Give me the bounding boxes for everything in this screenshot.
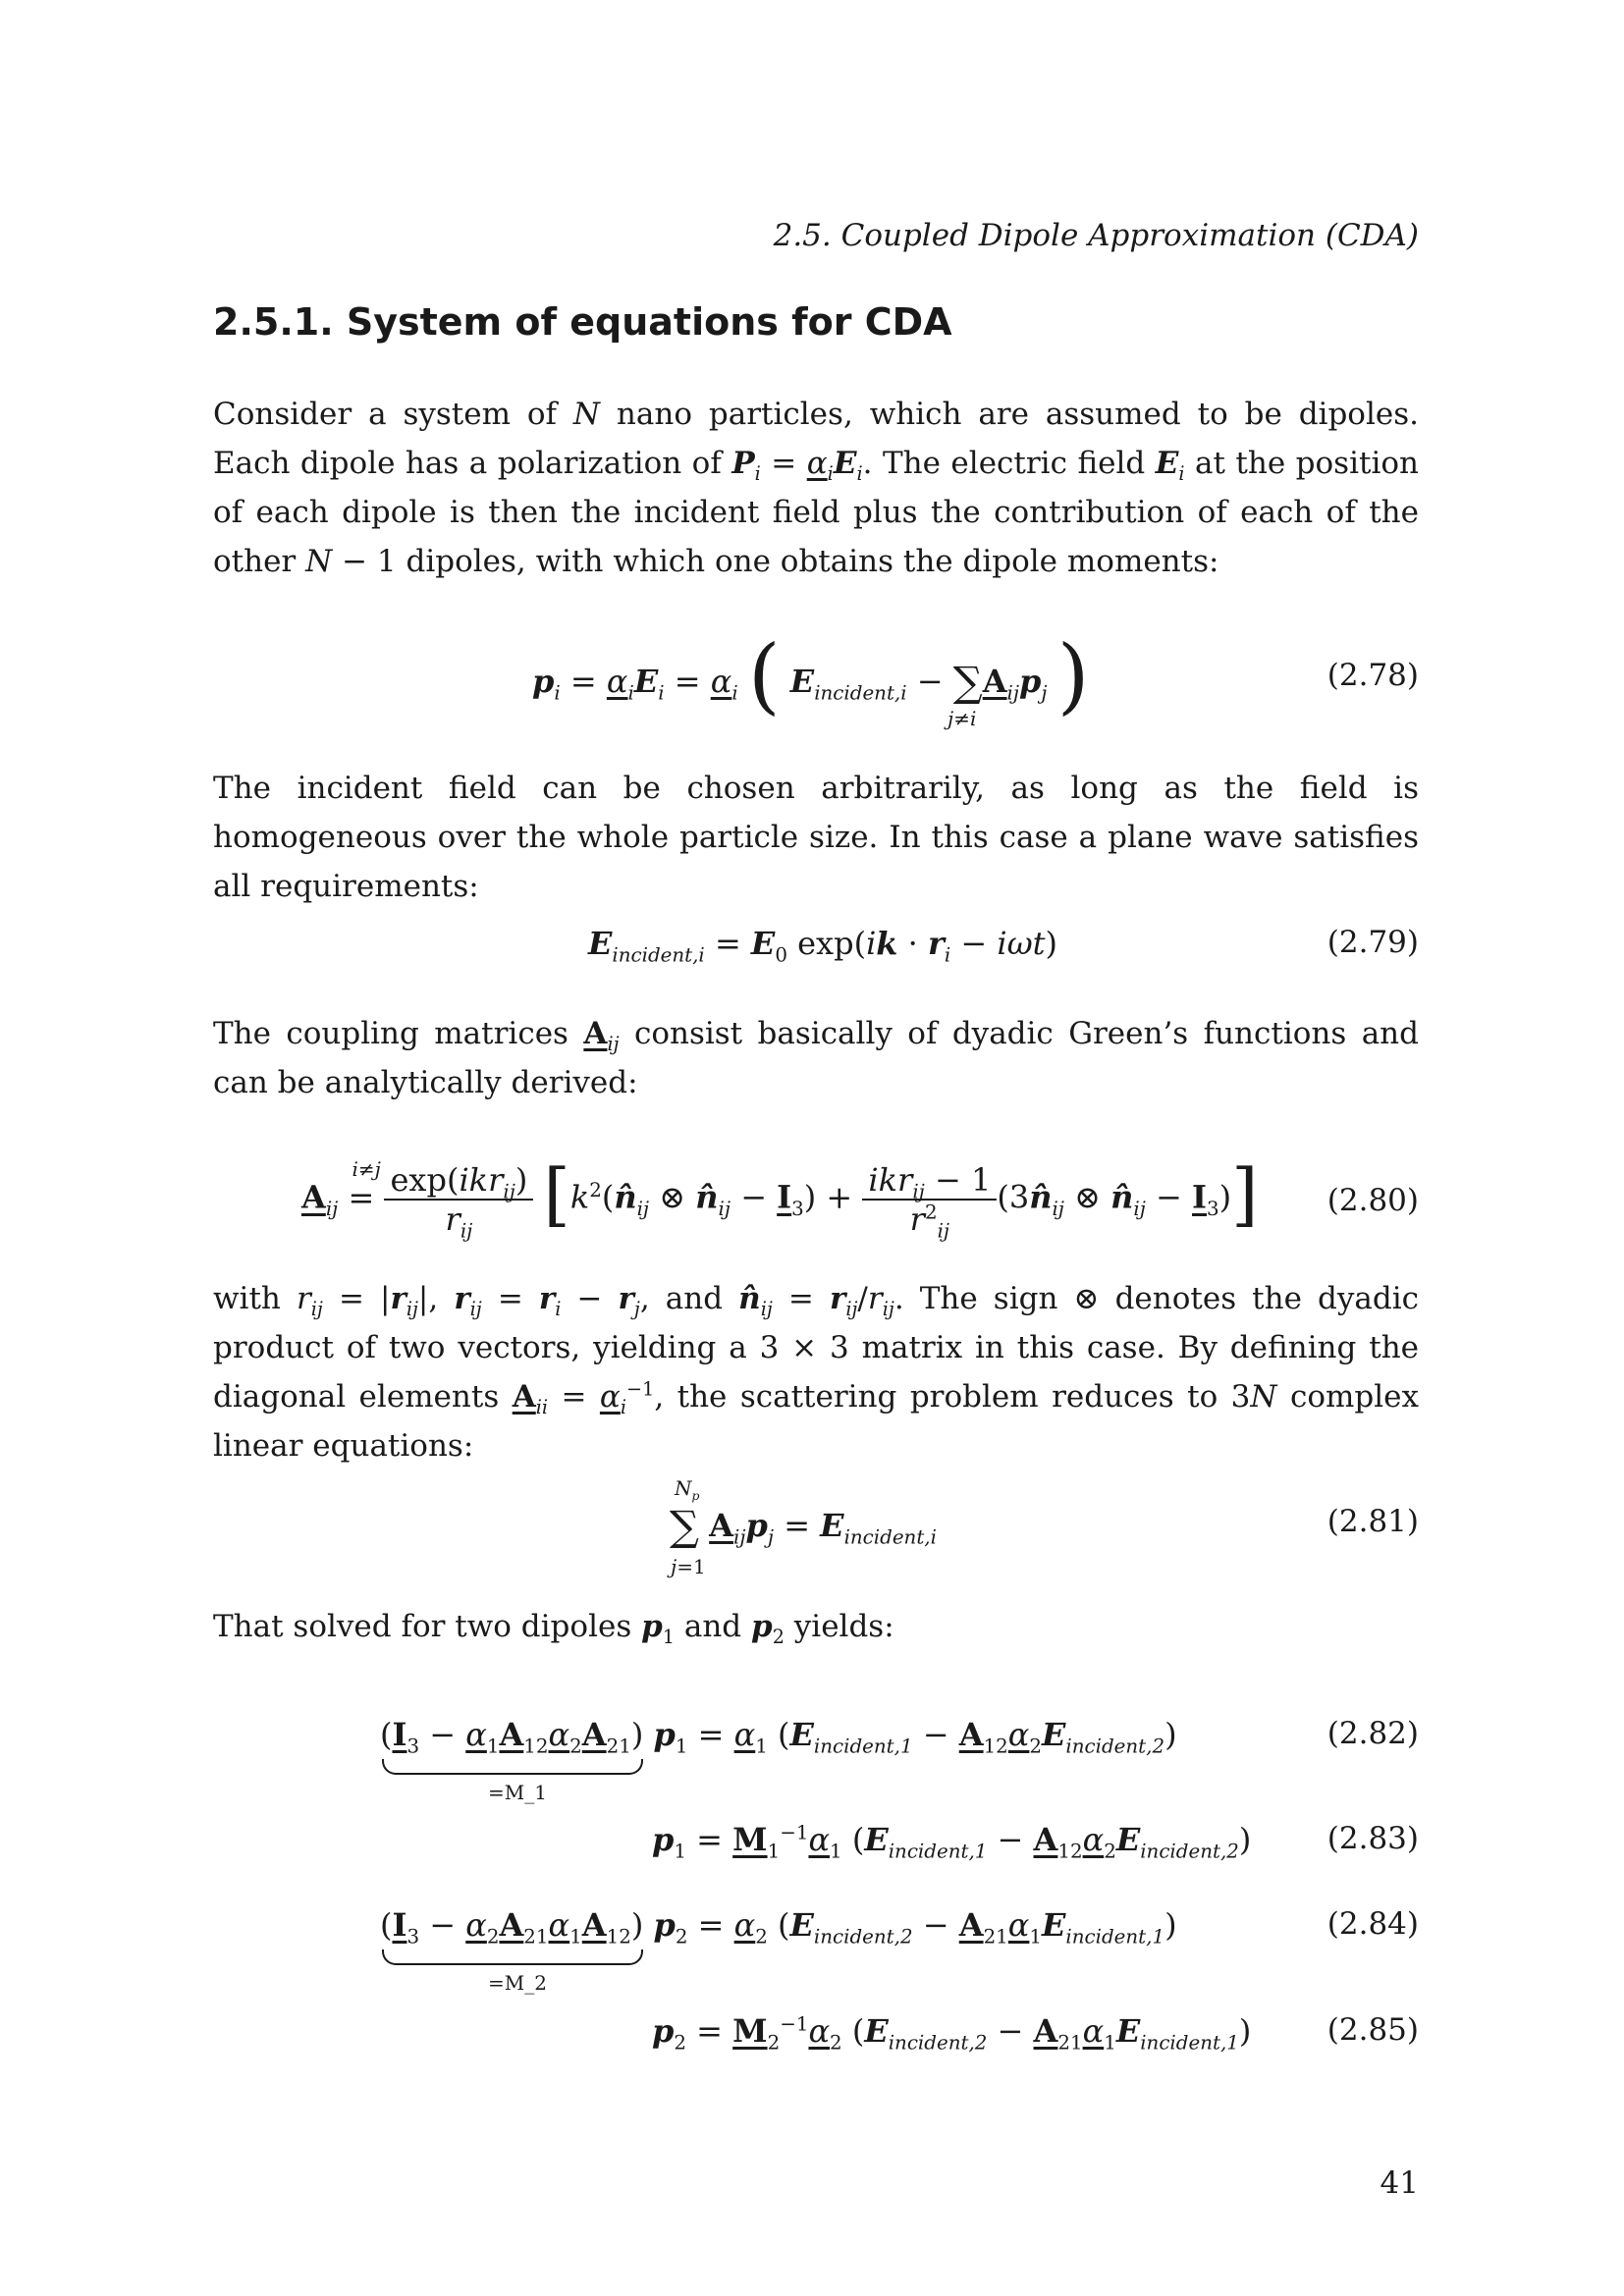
equation-2-85: $p_2 = M_2^{-1}\alpha_2$ $(E_{incident,2} - A_{21}\alpha_1E_{incident,1})$ (2.85) — [652, 2012, 1419, 2055]
equation-number: (2.85) — [1326, 2012, 1419, 2048]
equation-number: (2.78) — [1326, 658, 1419, 693]
equation-number: (2.81) — [1326, 1504, 1419, 1539]
paragraph-intro: Consider a system of N nano particles, which are assumed to be dipoles. Each dipole has a polarization of $P_i = \alpha_iE_i$. The electric field $E_i$ at the position of each dipole is then the incident field plus the contribution of each of the other N − 1 dipoles, with which one obtains the dipole moments: — [213, 397, 1420, 579]
section-title: 2.5.1. System of equations for CDA — [213, 300, 952, 344]
equation-number: (2.84) — [1326, 1906, 1419, 1942]
equation-number: (2.82) — [1326, 1716, 1419, 1751]
equation-2-78: $p_i = \alpha_iE_i = \alpha_i$ ( $E_{incident,i} - \sum A_{ij}p_j$ ) j≠i (2.78) — [532, 627, 1419, 730]
equation-number: (2.80) — [1326, 1183, 1419, 1218]
equation-2-83: $p_1 = M_1^{-1}\alpha_1$ $(E_{incident,1} - A_{12}\alpha_2E_{incident,2})$ (2.83) — [652, 1821, 1419, 1863]
equation-number: (2.83) — [1326, 1821, 1419, 1856]
paragraph-coupling-matrices: The coupling matrices $A_{ij}$ consist basically of dyadic Green’s functions and can be analytically derived: — [213, 1016, 1419, 1100]
equation-2-84: $(I_3 - \alpha_2A_{21}\alpha_1A_{12}) p_2 = \alpha_2$ $(E_{incident,2} - A_{21}\alpha_1E_{incident,1})$ =M_2 (2.84) — [380, 1906, 1419, 1995]
equation-2-79: $E_{incident,i} = E_0$ $\exp(ik \cdot r_i - i\omega t)$ (2.79) — [588, 925, 1419, 967]
page-number: 41 — [1380, 2165, 1419, 2201]
equation-number: (2.79) — [1326, 925, 1419, 960]
equation-2-82: $(I_3 - \alpha_1A_{12}\alpha_2A_{21}) p_1 = \alpha_1$ $(E_{incident,1} - A_{12}\alpha_2E_{incident,2})$ =M_1 (2.82) — [380, 1716, 1419, 1804]
running-head: 2.5. Coupled Dipole Approximation (CDA) — [773, 218, 1419, 253]
paragraph-incident-field: The incident field can be chosen arbitrarily, as long as the field is homogeneous over the whole particle size. In this case a plane wave satisfies all requirements: — [213, 771, 1419, 904]
underbrace-label: =M_1 — [488, 1781, 547, 1804]
paragraph-two-dipoles: That solved for two dipoles $p_1$ and $p_2$ yields: — [213, 1609, 894, 1649]
equation-2-81: $N_p$ ∑ $A_{ij}p_j = E_{incident,i}$ j=1 (2.81) — [670, 1476, 1419, 1578]
equation-2-80: $A_{ij}$ = i≠j $\frac{\exp(ikr_{ij})}{r_{ij}}$ [$k^2(n̂_{ij}$ ⊗ $n̂_{ij} - I_3$) + $\frac{ikr_{ij} - 1}{r^2_{ij}}$ ($3n̂_{ij}$ ⊗ $n̂_{ij} - I_3$)] (2.80) — [301, 1153, 1419, 1243]
underbrace-label: =M_2 — [488, 1971, 547, 1995]
paragraph-definitions: with $r_{ij} = |r_{ij}|$, $r_{ij} = r_i - r_j$, and $n̂_{ij} = r_{ij}/r_{ij}$. The sign ⊗ denotes the dyadic product of two vectors, yielding a 3 × 3 matrix in this case. By defining the diagonal elements $A_{ii} = \alpha_i^{-1}$, the scattering problem reduces to 3N complex linear equations: — [213, 1281, 1419, 1464]
